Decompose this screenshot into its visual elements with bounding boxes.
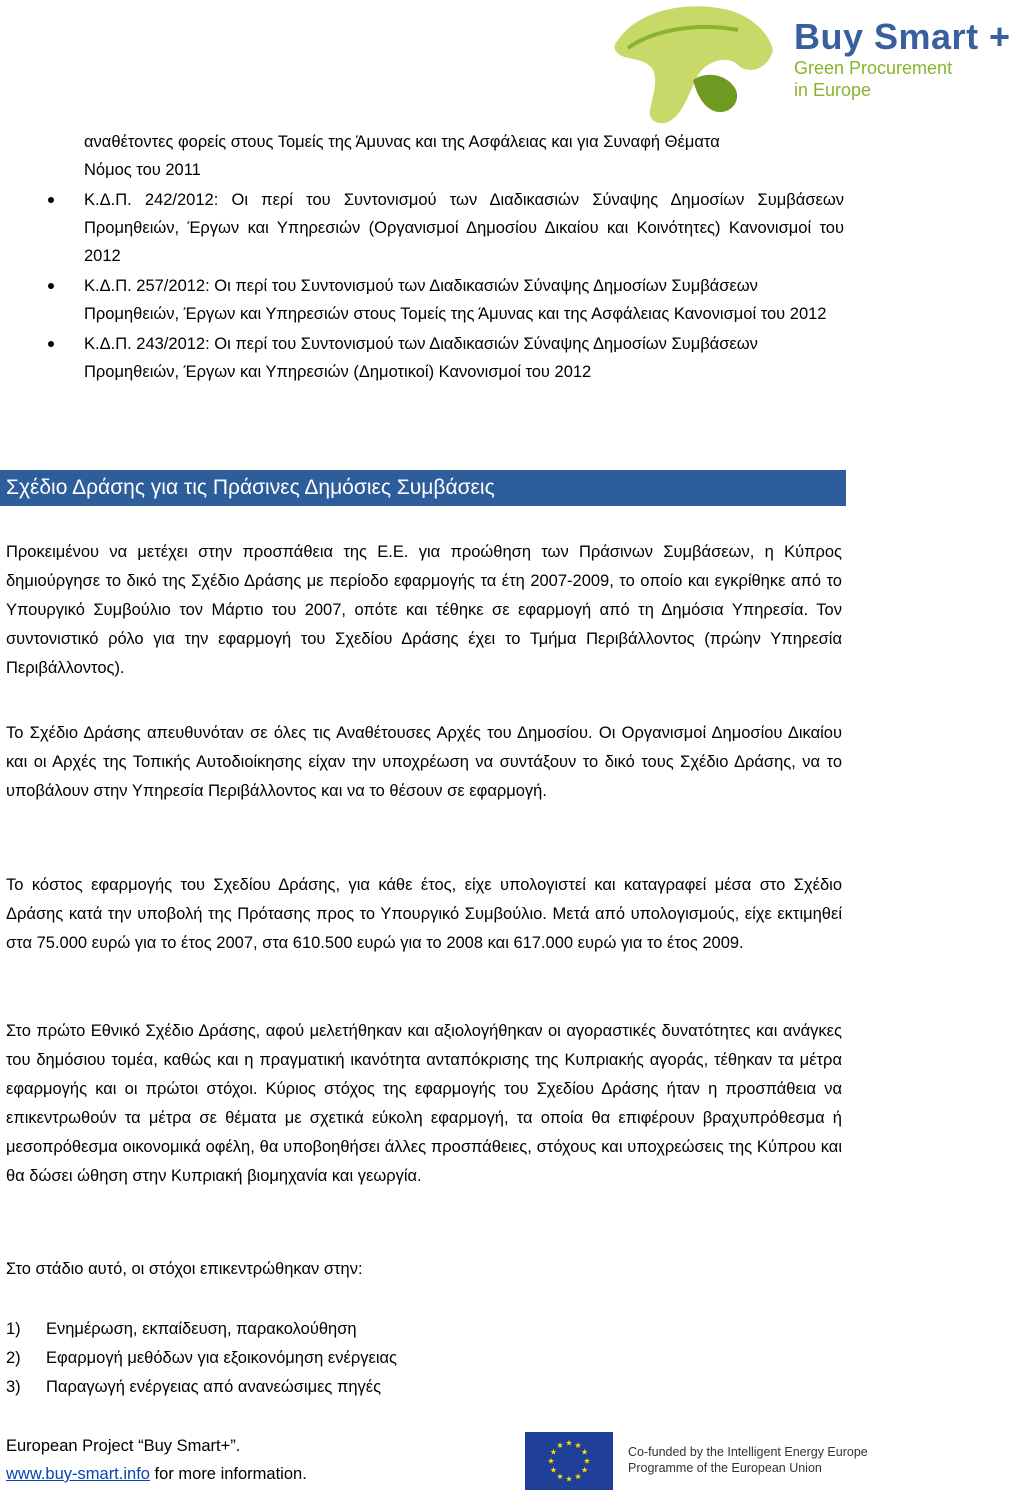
continuation-line-2: Νόμος του 2011 <box>84 161 201 179</box>
footer-more-info: www.buy-smart.info for more information. <box>6 1465 307 1483</box>
eu-star <box>557 1473 563 1479</box>
eu-star <box>566 1440 572 1446</box>
list-item: 2) Εφαρμογή μεθόδων για εξοικονόμηση ενέργειας <box>6 1349 398 1367</box>
eu-star <box>575 1473 581 1479</box>
eu-star <box>575 1442 581 1448</box>
eu-stars <box>525 1432 613 1490</box>
paragraph-intro: Προκειμένου να μετέχει στην προσπάθεια της Ε.Ε. για προώθηση των Πράσινων Συμβάσεων, η Κύπρος δημιούργησε το δικό της Σχέδιο Δράσης με περίοδο εφαρμογής τα έτη 2007-2009, το οποίο και εγκρίθηκε από το Υπουργικό Συμβούλιο τον Μάρτιο του 2007, οπότε και τέθηκε σε εφαρμογή από τη Δημόσια Υπηρεσία. Τον συντονιστικό ρόλο για την εφαρμογή του Σχεδίου Δράσης έχει το Τμήμα Περιβάλλοντος (πρώην Υπηρεσία Περιβάλλοντος). <box>6 543 842 677</box>
eu-star <box>548 1458 554 1464</box>
goals-list <box>6 1315 397 1402</box>
eu-flag-icon <box>525 1432 613 1490</box>
logo-title: Buy Smart + <box>794 16 1011 57</box>
eu-star <box>557 1442 563 1448</box>
list-item: 3) Παραγωγή ενέργειας από ανανεώσιμες πηγές <box>6 1378 382 1396</box>
eu-star <box>582 1449 588 1455</box>
eu-cofunding-text: Co-funded by the Intelligent Energy Europe Programme of the European Union <box>628 1445 868 1475</box>
list-item: Κ.Δ.Π. 257/2012: Οι περί του Συντονισμού των Διαδικασιών Σύναψης Δημοσίων Συμβάσεων Προμηθειών, Έργων και Υπηρεσιών στους Τομείς της Άμυνας και της Ασφάλειας Κανονισμοί του 2012 <box>44 272 844 328</box>
list-item: Κ.Δ.Π. 243/2012: Οι περί του Συντονισμού των Διαδικασιών Σύναψης Δημοσίων Συμβάσεων Προμηθειών, Έργων και Υπηρεσιών (Δημοτικοί) Κανονισμοί του 2012 <box>44 330 844 386</box>
eu-star <box>584 1458 590 1464</box>
eu-star <box>566 1476 572 1482</box>
footer-project: European Project “Buy Smart+”. <box>6 1437 241 1455</box>
paragraph-goals-intro: Στο στάδιο αυτό, οι στόχοι επικεντρώθηκαν στην: <box>6 1260 363 1278</box>
leaf-logo-icon <box>598 0 798 130</box>
paragraph-cost: Το κόστος εφαρμογής του Σχεδίου Δράσης, για κάθε έτος, είχε υπολογιστεί και καταγραφεί μέσα στο Σχέδιο Δράσης κατά την υποβολή της Πρότασης προς το Υπουργικό Συμβούλιο. Μετά από υπολογισμούς, είχε εκτιμηθεί στα 75.000 ευρώ για το έτος 2007, στα 610.500 ευρώ για το 2008 και 617.000 ευρώ για το έτος 2009. <box>6 876 842 952</box>
section-heading: Σχέδιο Δράσης για τις Πράσινες Δημόσιες Συμβάσεις <box>0 470 846 506</box>
buy-smart-logo <box>598 0 1011 130</box>
list-item: Κ.Δ.Π. 242/2012: Οι περί του Συντονισμού των Διαδικασιών Σύναψης Δημοσίων Συμβάσεων Προμηθειών, Έργων και Υπηρεσιών (Οργανισμοί Δημοσίου Δικαίου και Κοινότητες) Κανονισμοί του 2012 <box>44 186 844 270</box>
regulations-list <box>44 186 844 386</box>
eu-star <box>550 1449 556 1455</box>
logo-subtitle-2: in Europe <box>794 80 872 100</box>
paragraph-audience: Το Σχέδιο Δράσης απευθυνόταν σε όλες τις Αναθέτουσες Αρχές του Δημοσίου. Οι Οργανισμοί Δημοσίου Δικαίου και οι Αρχές της Τοπικής Αυτοδιοίκησης είχαν την υποχρέωση να συντάξουν το δικό τους Σχέδιο Δράσης, να το υποβάλουν στην Υπηρεσία Περιβάλλοντος και να το θέσουν σε εφαρμογή. <box>6 724 842 800</box>
eu-star <box>550 1467 556 1473</box>
continuation-line-1: αναθέτοντες φορείς στους Τομείς της Άμυνας και της Ασφάλειας και για Συναφή Θέματα <box>84 133 720 151</box>
eu-star <box>582 1467 588 1473</box>
footer-project-info <box>6 1432 307 1488</box>
paragraph-first-plan: Στο πρώτο Εθνικό Σχέδιο Δράσης, αφού μελετήθηκαν και αξιολογήθηκαν οι αγοραστικές δυνατότητες και ανάγκες του δημόσιου τομέα, καθώς και η πραγματική ικανότητα ανταπόκρισης της Κυπριακής αγοράς, τέθηκαν τα μέτρα εφαρμογής και οι πρώτοι στόχοι. Κύριος στόχος της εφαρμογής του Σχεδίου Δράσης ήταν η προσπάθεια να επικεντρωθούν τα μέτρα σε θέματα με σχετικά εύκολη εφαρμογή, τα οποία θα επιφέρουν βραχυπρόθεσμα ή μεσοπρόθεσμα οικονομικά οφέλη, θα υποβοηθήσει άλλες προσπάθειες, στόχους και υποχρεώσεις της Κύπρου και θα δώσει ώθηση στην Κυπριακή βιομηχανία και γεωργία. <box>6 1022 842 1185</box>
website-link[interactable]: www.buy-smart.info <box>6 1465 150 1483</box>
list-item: 1) Ενημέρωση, εκπαίδευση, παρακολούθηση <box>6 1320 357 1338</box>
logo-subtitle-1: Green Procurement <box>794 58 953 78</box>
